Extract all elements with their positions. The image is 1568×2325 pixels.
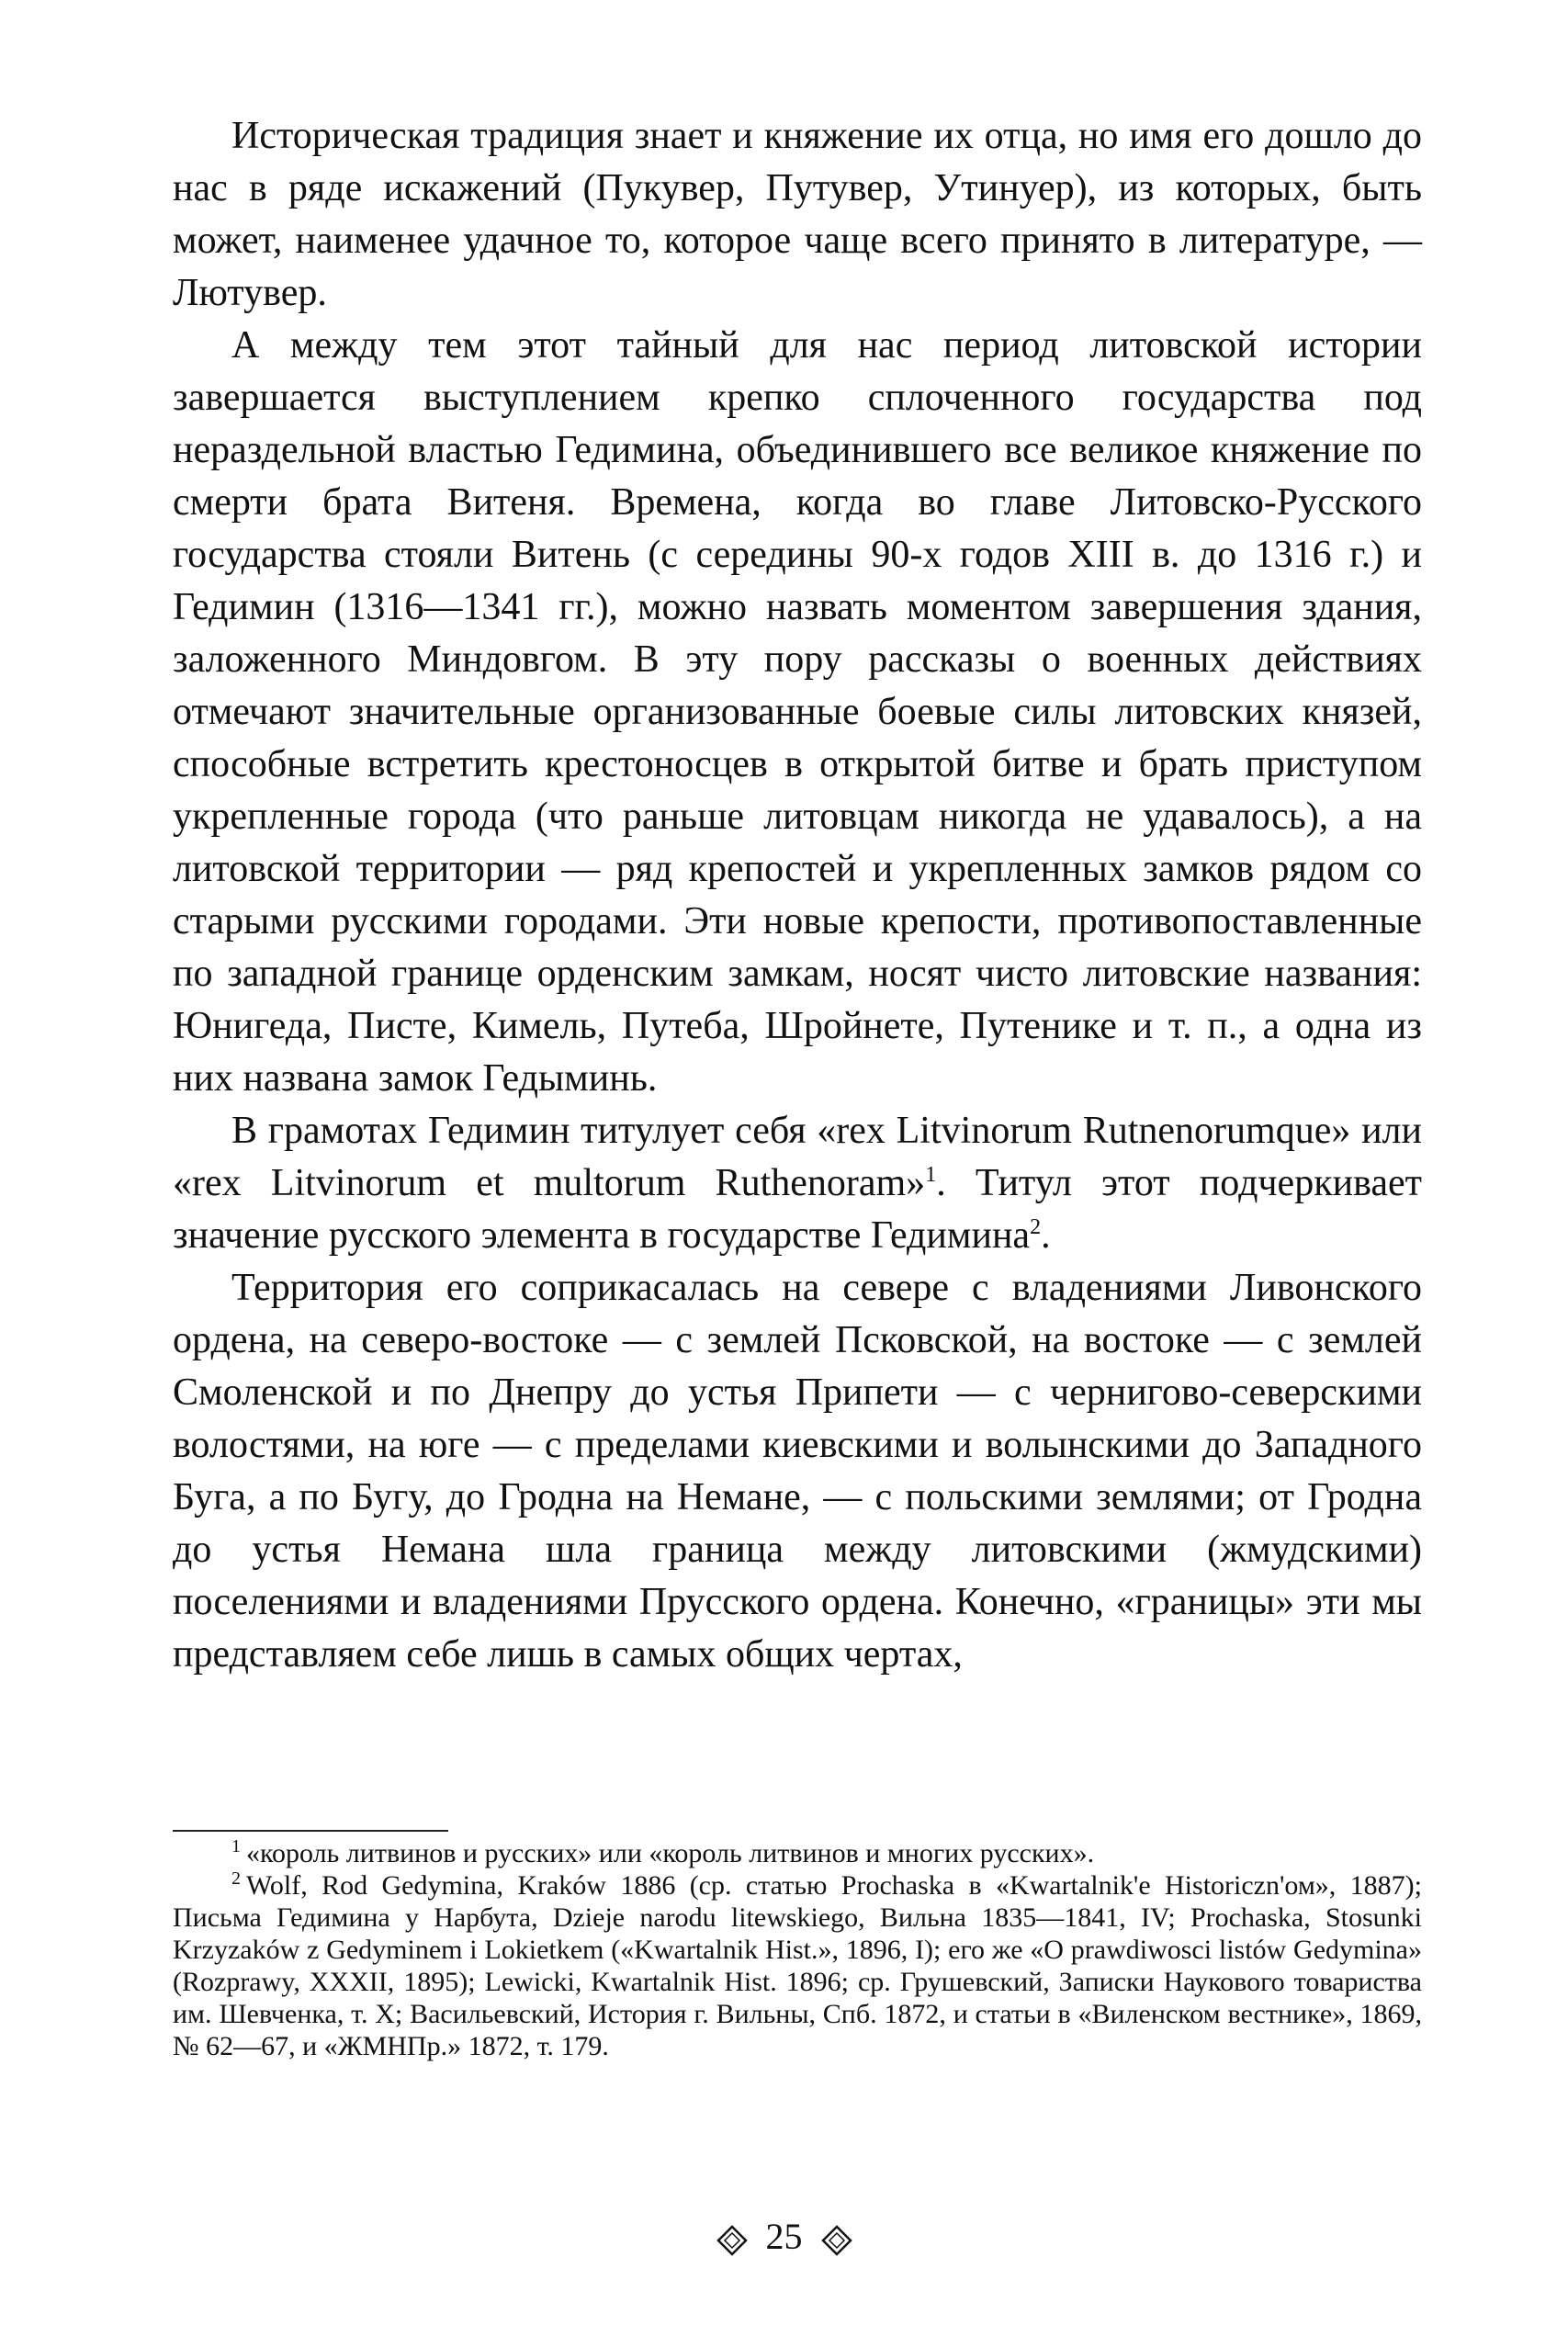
footnote-ref-2[interactable]: 2 [1030,1215,1042,1239]
footnote-2 [173,1869,1422,2062]
footnote-divider [173,1830,448,1832]
footnote-1-number: 1 [231,1836,241,1857]
paragraph-3-part-a: В грамотах Гедимин титулует себя «rex Litvinorum Rutnenorumque» или «rex Litvinorum et multorum Ruthenoram» [173,1110,1422,1204]
diamond-ornament-icon [821,2225,852,2256]
page-number: 25 [765,2216,803,2257]
footnote-1-text: «король литвинов и русских» или «король литвинов и многих русских». [246,1838,1095,1868]
main-text [173,110,1422,1681]
body-text [173,110,1422,1681]
paragraph-3-part-c: . [1041,1214,1051,1257]
diamond-ornament-icon [716,2225,748,2256]
paragraph-2: А между тем этот тайный для нас период литовской истории завершается выступлением крепко сплоченного государства под нераздельной властью Гедимина, объединившего все великое княжение по смерти брата Витеня. Времена, когда во главе Литовско-Русского государства стояли Витень (с середины 90-х годов XIII в. до 1316 г.) и Гедимин (1316—1341 гг.), можно назвать моментом завершения здания, заложенного Миндовгом. В эту пору рассказы о военных действиях отмечают значительные организованные боевые силы литовских князей, способные встретить крестоносцев в открытой битве и брать приступом укрепленные города (что раньше литовцам никогда не удавалось), а на литовской территории — ряд крепостей и укрепленных замков рядом со старыми русскими городами. Эти новые крепости, противопоставленные по западной границе орденским замкам, носят чисто литовские названия: Юнигеда, Писте, Кимель, Путеба, Шройнете, Путенике и т. п., а одна из них названа замок Гедыминь. [173,324,1422,1100]
paragraph-4: Территория его соприкасалась на севере с владениями Ливонского ордена, на северо-востоке — с землей Псковской, на востоке — с землей Смоленской и по Днепру до устья Припети — с чернигово-северскими волостями, на юге — с пределами киевскими и волынскими до Западного Буга, а по Бугу, до Гродна на Немане, — с польскими землями; от Гродна до устья Немана шла граница между литовскими (жмудскими) поселениями и владениями Прусского ордена. Конечно, «границы» эти мы представляем себе лишь в самых общих чертах, [173,1267,1422,1676]
footnote-1 [173,1837,1422,1869]
footnote-2-number: 2 [231,1868,241,1889]
paragraph-3-part-b: . Титул этот подчеркивает значение русского элемента в государстве Гедимина [173,1162,1422,1257]
footnote-ref-1[interactable]: 1 [925,1163,937,1187]
footnote-2-text: Wolf, Rod Gedymina, Kraków 1886 (ср. статью Prochaska в «Kwartalnik'e Historiczn'ом», 1887); Письма Гедимина у Нарбута, Dzieje narodu litewskiego, Вильна 1835—1841, IV; Prochaska, Stosunki Krzyzaków z Gedyminem i Lokietkem («Kwartalnik Hist.», 1896, I); его же «O prawdiwosci listów Gedymina» (Rozprawy, XXXII, 1895); Lewicki, Kwartalnik Hist. 1896; ср. Грушевский, Записки Наукового товариства им. Шевченка, т. X; Васильевский, История г. Вильны, Спб. 1872, и статьи в «Виленском вестнике», 1869, № 62—67, и «ЖМНПр.» 1872, т. 179. [173,1870,1422,2061]
footnotes [173,1837,1422,2062]
page-footer [0,2214,1568,2260]
paragraph-3 [173,1105,1422,1262]
paragraph-1: Историческая традиция знает и княжение их отца, но имя его дошло до нас в ряде искажений (Пукувер, Путувер, Утинуер), из которых, быть может, наименее удачное то, которое чаще всего принято в литературе, — Лютувер. [173,115,1422,314]
